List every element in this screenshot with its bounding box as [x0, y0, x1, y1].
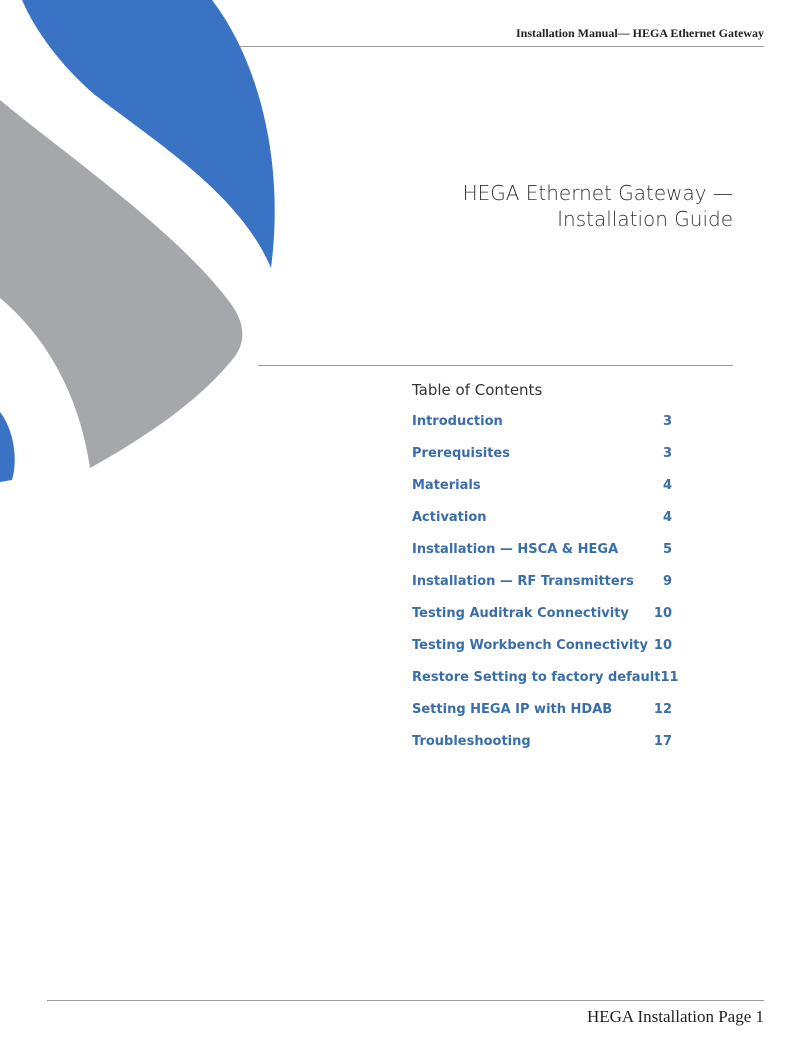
toc-item-testing-auditrak-connectivity[interactable] [412, 605, 672, 637]
toc-item-label: Testing Auditrak Connectivity [412, 606, 629, 621]
title-line-2: Installation Guide [557, 207, 733, 231]
toc-heading: Table of Contents [412, 381, 543, 399]
toc-item-label: Setting HEGA IP with HDAB [412, 702, 613, 717]
toc-item-page: 3 [662, 414, 672, 429]
toc-item-page: 17 [653, 734, 672, 749]
toc-item-label: Restore Setting to factory default [412, 670, 661, 685]
toc-item-restore-factory-default[interactable] [412, 669, 679, 701]
toc-item-label: Troubleshooting [412, 734, 531, 749]
toc-item-page: 3 [662, 446, 672, 461]
toc-item-label: Installation — HSCA & HEGA [412, 542, 619, 557]
toc-item-label: Installation — RF Transmitters [412, 574, 634, 589]
toc-item-label: Activation [412, 510, 487, 525]
toc-item-page: 10 [653, 606, 672, 621]
toc-item-introduction[interactable] [412, 413, 672, 445]
toc-item-setting-hega-ip-hdab[interactable] [412, 701, 672, 733]
toc-divider [258, 365, 733, 366]
footer-divider [47, 1000, 764, 1001]
document-title [463, 180, 733, 232]
running-header: Installation Manual— HEGA Ethernet Gateway [515, 26, 764, 40]
toc-item-page: 5 [662, 542, 672, 557]
title-line-1: HEGA Ethernet Gateway — [462, 181, 733, 205]
toc-item-label: Materials [412, 478, 481, 493]
toc-item-label: Prerequisites [412, 446, 510, 461]
toc-item-page: 10 [653, 638, 672, 653]
toc-item-page: 4 [662, 510, 672, 525]
page-footer: HEGA Installation Page 1 [586, 1007, 764, 1026]
toc-list [412, 413, 679, 765]
toc-item-activation[interactable] [412, 509, 672, 541]
toc-item-page: 4 [662, 478, 672, 493]
toc-item-installation-hsca-hega[interactable] [412, 541, 672, 573]
toc-item-label: Introduction [412, 414, 503, 429]
toc-item-materials[interactable] [412, 477, 672, 509]
toc-item-installation-rf-transmitters[interactable] [412, 573, 672, 605]
header-divider [240, 46, 764, 47]
blue-swoosh-bottom [0, 412, 15, 482]
toc-item-page: 11 [660, 670, 679, 685]
toc-item-label: Testing Workbench Connectivity [412, 638, 648, 653]
toc-item-page: 9 [662, 574, 672, 589]
toc-item-troubleshooting[interactable] [412, 733, 672, 765]
toc-item-page: 12 [653, 702, 672, 717]
toc-item-prerequisites[interactable] [412, 445, 672, 477]
toc-item-testing-workbench-connectivity[interactable] [412, 637, 672, 669]
